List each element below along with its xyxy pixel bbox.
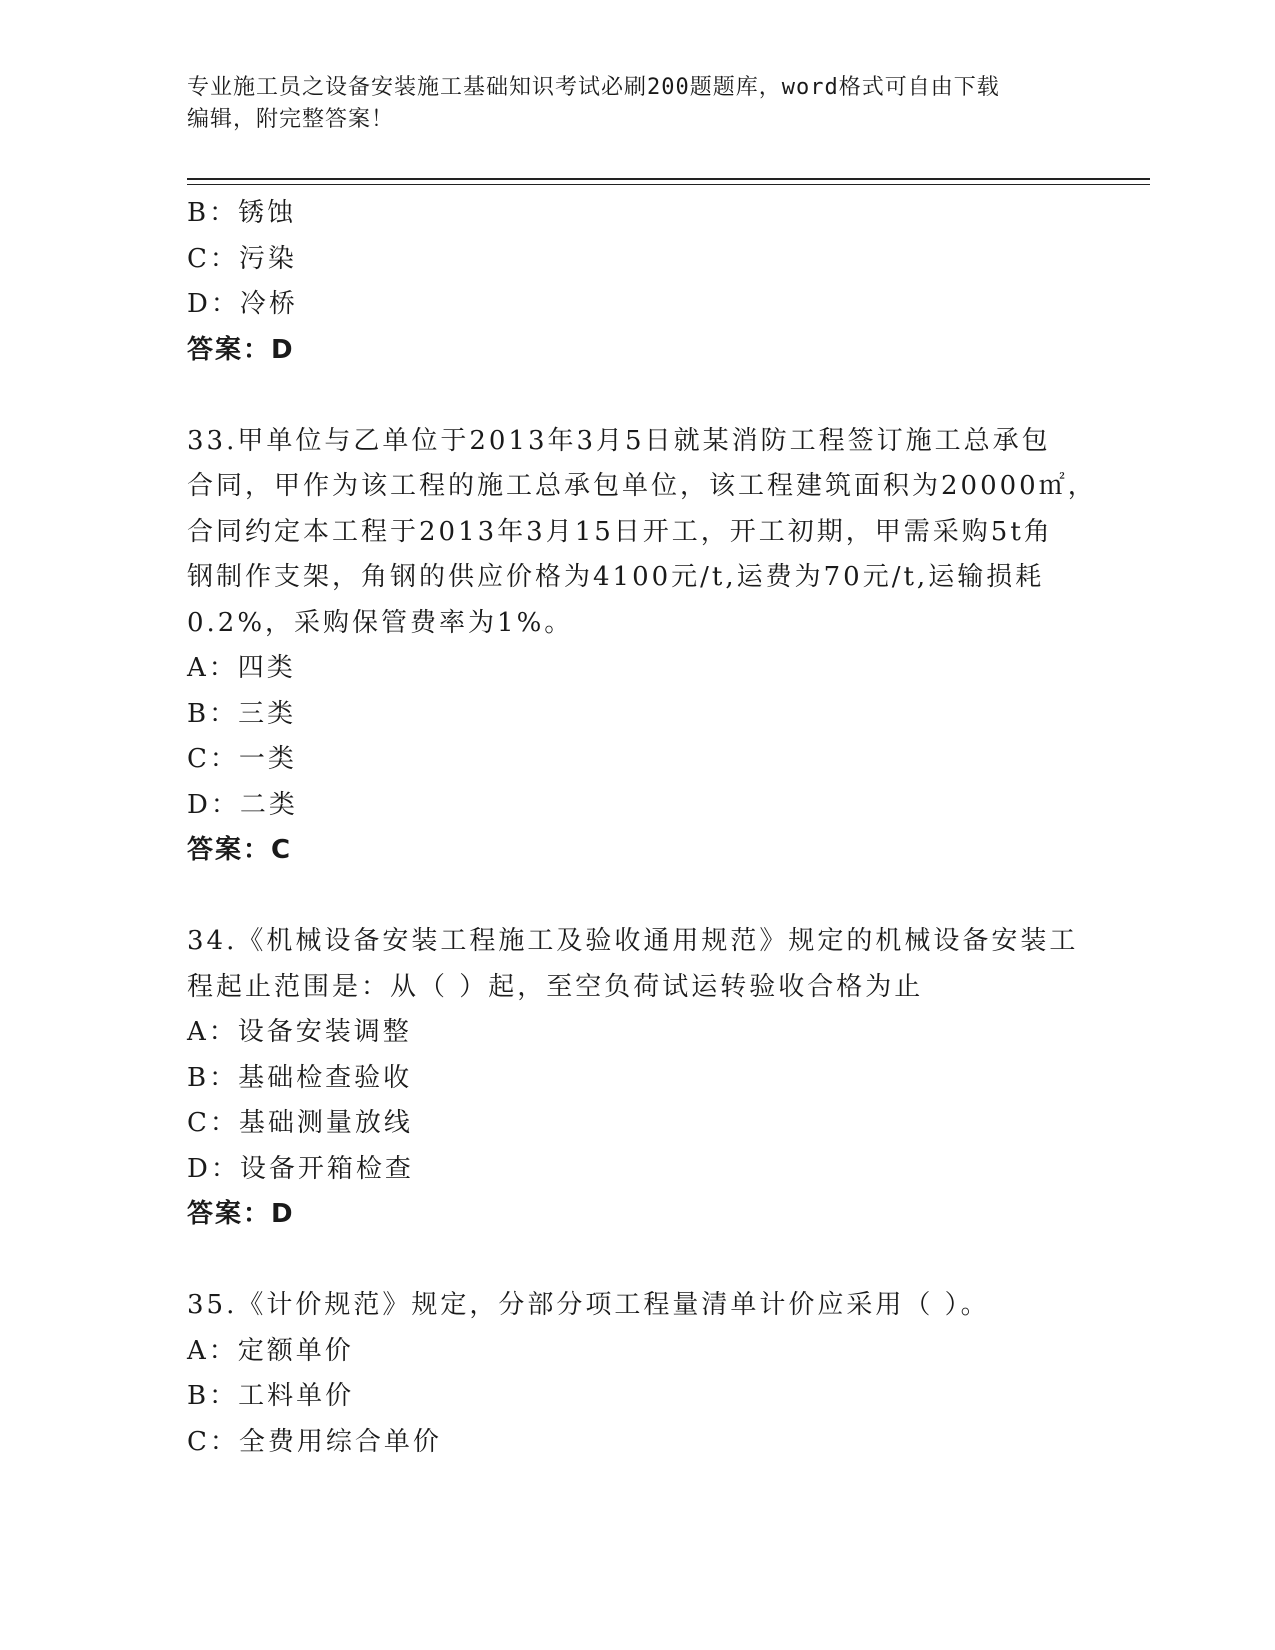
question-text-line: 0.2%，采购保管费率为1%。 — [187, 607, 574, 638]
question-text-line: 34.《机械设备安装工程施工及验收通用规范》规定的机械设备安装工 — [187, 926, 1079, 956]
question-content — [187, 191, 1097, 1465]
question-text-line: 钢制作支架，角钢的供应价格为4100元/t,运费为70元/t,运输损耗 — [187, 562, 1045, 592]
option-a: A：定额单价 — [187, 1335, 354, 1366]
question-text-line: 33.甲单位与乙单位于2013年3月5日就某消防工程签订施工总承包 — [187, 425, 1051, 456]
header-rule-thin — [187, 184, 1150, 185]
question-text-line: 合同约定本工程于2013年3月15日开工，开工初期，甲需采购5t角 — [187, 516, 1053, 547]
spacer — [187, 1238, 1087, 1284]
header-title-line1: 专业施工员之设备安装施工基础知识考试必刷200题题库，word格式可自由下载 — [187, 75, 1000, 100]
option-c: C：污染 — [187, 243, 297, 274]
option-c: C：一类 — [187, 744, 297, 774]
document-header — [187, 72, 1067, 136]
answer-line: 答案：C — [187, 835, 293, 865]
spacer — [187, 373, 1087, 419]
option-d: D：冷桥 — [187, 289, 298, 319]
option-c: C：全费用综合单价 — [187, 1426, 442, 1457]
option-b: B：三类 — [187, 698, 297, 729]
header-rule-thick — [187, 178, 1150, 180]
header-title-line2: 编辑，附完整答案！ — [187, 107, 395, 132]
option-d: D：设备开箱检查 — [187, 1153, 414, 1184]
option-b: B：锈蚀 — [187, 198, 297, 228]
question-34 — [187, 919, 1087, 1238]
option-b: B：工料单价 — [187, 1381, 355, 1411]
spacer — [187, 874, 1087, 920]
answer-line: 答案：D — [187, 1199, 295, 1229]
question-text-line: 合同，甲作为该工程的施工总承包单位，该工程建筑面积为20000㎡， — [187, 471, 1097, 501]
question-33 — [187, 419, 1097, 874]
option-a: A：设备安装调整 — [187, 1017, 412, 1047]
option-d: D：二类 — [187, 789, 298, 820]
option-b: B：基础检查验收 — [187, 1062, 413, 1093]
question-32-tail — [187, 191, 1087, 373]
answer-line: 答案：D — [187, 334, 295, 365]
option-a: A：四类 — [187, 653, 296, 683]
question-text-line: 程起止范围是：从（ ）起，至空负荷试运转验收合格为止 — [187, 971, 924, 1002]
question-text-line: 35.《计价规范》规定，分部分项工程量清单计价应采用（ ）。 — [187, 1290, 990, 1320]
option-c: C：基础测量放线 — [187, 1108, 413, 1138]
question-35 — [187, 1283, 1087, 1465]
